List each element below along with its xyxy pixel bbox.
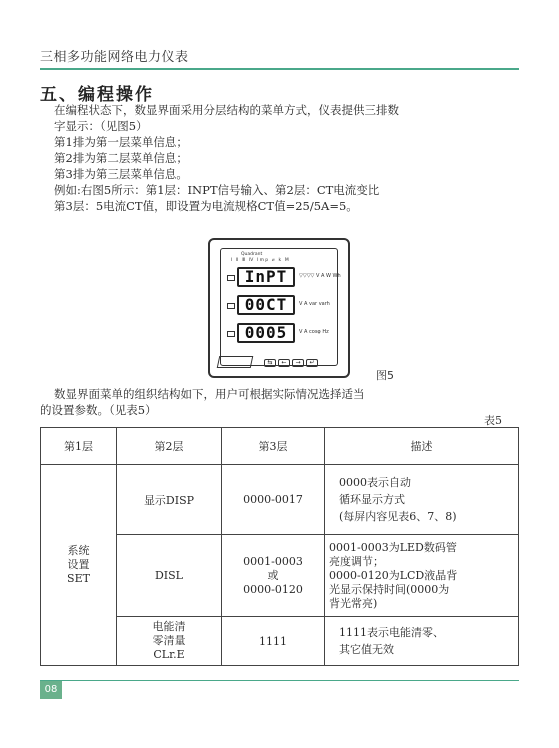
- example-line: 第3层：5电流CT值，即设置为电流规格CT值=25/5A=5。: [54, 199, 358, 213]
- desc-line: 光显示保持时间(0000为: [329, 582, 450, 596]
- row-indicator: [227, 275, 235, 281]
- meter-figure: [208, 238, 350, 378]
- layer1-cell: [41, 465, 117, 666]
- table-intro-line: 的设置参数。（见表5）: [40, 403, 157, 417]
- layer1-text: SET: [67, 572, 90, 585]
- section-title: 五、编程操作: [40, 85, 154, 105]
- desc-cell: [325, 617, 519, 666]
- header-rule: [40, 68, 519, 70]
- display-window: [217, 356, 254, 368]
- layer1-text: 系统: [67, 544, 90, 557]
- layer2-text: 电能清: [152, 620, 186, 633]
- figure-label: 图5: [376, 369, 394, 382]
- display-row-2: [225, 295, 333, 315]
- enter-key-icon: ↵: [306, 359, 318, 367]
- header-title: 三相多功能网络电力仪表: [40, 50, 189, 65]
- right-key-icon: →: [292, 359, 304, 367]
- intro-paragraph: [40, 102, 520, 214]
- row-2-units: V A var varh: [299, 301, 330, 307]
- layer2-cell: 显示DISP: [117, 465, 222, 535]
- footer-rule: [40, 680, 519, 681]
- layer3-text: 0001-0003: [243, 554, 303, 568]
- layer1-text: 设置: [67, 558, 90, 571]
- left-key-icon: ←: [278, 359, 290, 367]
- desc-line: 1111表示电能清零、: [339, 626, 444, 639]
- layer2-text: CLr.E: [153, 648, 185, 661]
- desc-cell: [325, 535, 519, 617]
- desc-line: 循环显示方式: [339, 493, 405, 506]
- menu-key-icon: ⇆: [264, 359, 276, 367]
- column-header: 描述: [325, 428, 519, 465]
- layer3-cell: 0000-0017: [222, 465, 325, 535]
- column-header: 第3层: [222, 428, 325, 465]
- layer2-text: 零清量: [152, 634, 186, 647]
- row-2-value: 00CT: [237, 295, 295, 315]
- desc-line: 背光常亮): [329, 596, 378, 610]
- desc-line: 0000-0120为LCD液晶背: [329, 568, 458, 582]
- desc-line: (每屏内容见表6、7、8): [339, 510, 457, 523]
- row-3-units: V A cosφ Hz: [299, 329, 329, 335]
- display-row-3: [225, 323, 333, 343]
- layer2-cell: [117, 617, 222, 666]
- intro-line: 在编程状态下，数显界面采用分层结构的菜单方式，仪表提供三排数: [54, 103, 399, 117]
- layer3-text: 或: [267, 568, 279, 582]
- meter-display: [220, 248, 341, 366]
- desc-line: 其它值无效: [339, 643, 394, 656]
- desc-cell: [325, 465, 519, 535]
- column-header: 第2层: [117, 428, 222, 465]
- row-1-value: InPT: [237, 267, 295, 287]
- intro-row-line: 第1排为第一层菜单信息；: [54, 135, 188, 149]
- table-intro-line: 数显界面菜单的组织结构如下，用户可根据实际情况选择适当: [54, 387, 365, 401]
- row-3-value: 0005: [237, 323, 295, 343]
- column-header: 第1层: [41, 428, 117, 465]
- table-row: [41, 465, 519, 535]
- indicator-labels: Ⅰ Ⅱ Ⅲ Ⅳ Imp ⌀ k M: [231, 258, 290, 263]
- intro-row-line: 第3排为第三层菜单信息。: [54, 167, 188, 181]
- intro-row-line: 第2排为第二层菜单信息；: [54, 151, 188, 165]
- row-1-units: ▽▽▽▽ V A W Wh: [299, 273, 341, 279]
- meter-button-row: [218, 356, 320, 370]
- desc-line: 0001-0003为LED数码管: [329, 540, 457, 554]
- table-header-row: [41, 428, 519, 465]
- row-indicator: [227, 303, 235, 309]
- table-label: 表5: [484, 414, 502, 427]
- layer3-cell: [222, 535, 325, 617]
- layer3-cell: 1111: [222, 617, 325, 666]
- layer2-cell: DISL: [117, 535, 222, 617]
- display-row-1: [225, 267, 341, 287]
- desc-line: 亮度调节；: [329, 554, 384, 568]
- row-indicator: [227, 331, 235, 337]
- example-line: 例如:右图5所示：第1层：INPT信号输入、第2层：CT电流变比: [54, 183, 380, 197]
- menu-structure-table: [40, 427, 519, 666]
- quadrant-label: Quadrant: [241, 252, 263, 257]
- layer3-text: 0000-0120: [243, 582, 303, 596]
- intro-line: 字显示：（见图5）: [54, 119, 148, 133]
- table-intro: [40, 386, 520, 418]
- desc-line: 0000表示自动: [339, 476, 411, 489]
- page-number-badge: 08: [40, 681, 62, 699]
